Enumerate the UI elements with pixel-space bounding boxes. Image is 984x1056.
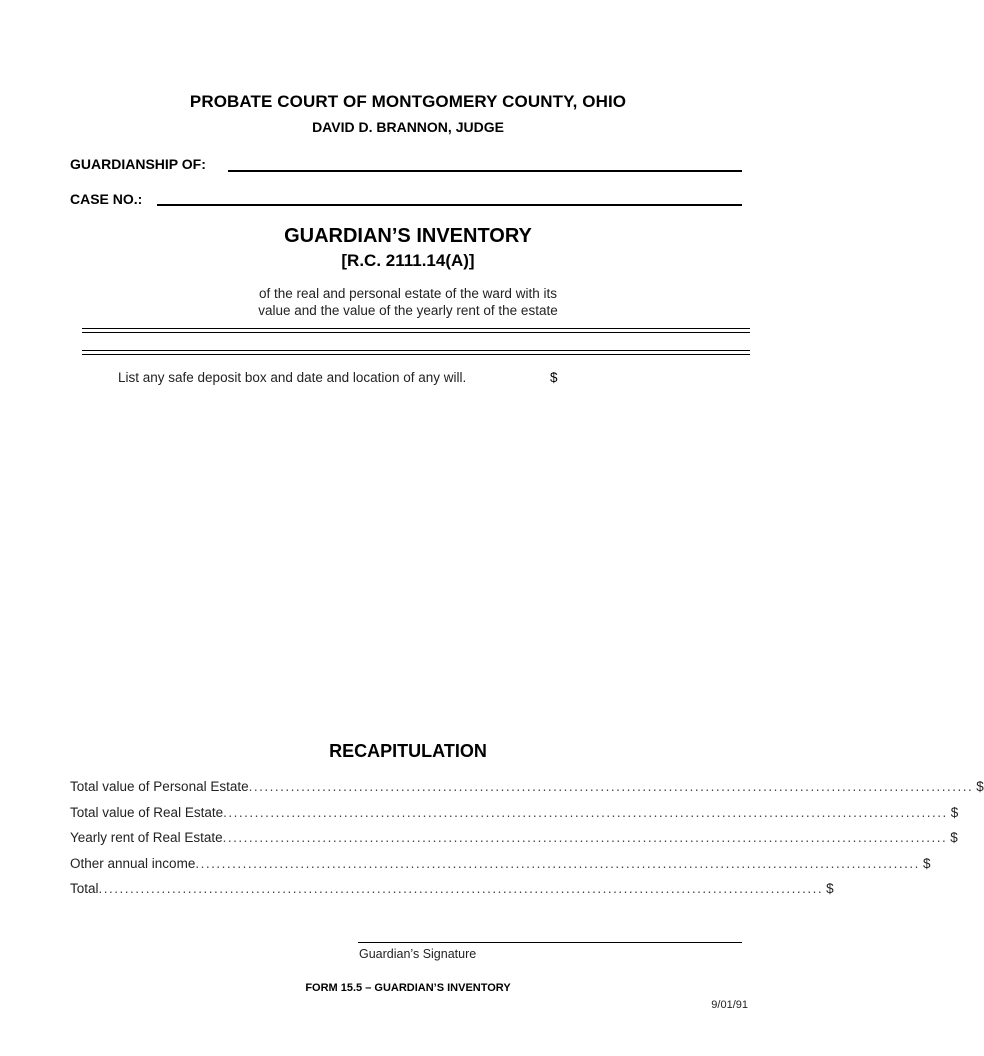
recap-dollar-sign: $	[826, 881, 834, 896]
recap-row-yearly-rent	[70, 827, 958, 845]
recap-dollar-sign: $	[976, 779, 984, 794]
signature-label: Guardian’s Signature	[359, 947, 477, 961]
recap-row-total	[70, 878, 834, 896]
recap-row-label: Total value of Real Estate	[70, 805, 224, 820]
description-line-1: of the real and personal estate of the ward with its	[259, 286, 557, 301]
revision-date: 9/01/91	[711, 999, 748, 1011]
dot-leader: ..........................................................................................................................................	[222, 830, 948, 845]
case-number-label: CASE NO.:	[70, 191, 143, 207]
recapitulation-heading: RECAPITULATION	[329, 741, 487, 761]
divider-top	[82, 328, 750, 333]
recap-dollar-sign: $	[922, 856, 931, 871]
recap-row-real-estate	[70, 802, 959, 820]
recap-row-label: Total	[70, 881, 99, 896]
recap-row-other-income	[70, 853, 931, 871]
court-name: PROBATE COURT OF MONTGOMERY COUNTY, OHIO	[189, 92, 627, 111]
recap-row-personal-estate	[70, 776, 984, 794]
statute-reference: [R.C. 2111.14(A)]	[341, 251, 475, 270]
instruction-text: List any safe deposit box and date and location of any will.	[118, 370, 467, 385]
dot-leader: ..........................................................................................................................................	[98, 881, 824, 896]
dot-leader: ..........................................................................................................................................	[195, 856, 920, 871]
judge-name: DAVID D. BRANNON, JUDGE	[312, 119, 504, 135]
dot-leader: ..........................................................................................................................................	[223, 805, 948, 820]
inventory-entry-area[interactable]	[82, 390, 750, 720]
form-number: FORM 15.5 – GUARDIAN’S INVENTORY	[305, 982, 511, 994]
recap-row-label: Total value of Personal Estate	[70, 779, 249, 794]
recap-dollar-sign: $	[950, 805, 959, 820]
instruction-dollar-sign: $	[550, 370, 558, 385]
guardianship-label: GUARDIANSHIP OF:	[70, 156, 206, 172]
divider-bottom	[82, 350, 750, 355]
case-number-field[interactable]	[157, 204, 742, 206]
guardianship-field[interactable]	[228, 170, 742, 172]
form-title: GUARDIAN’S INVENTORY	[284, 225, 532, 247]
signature-field[interactable]	[358, 942, 742, 943]
recap-row-label: Yearly rent of Real Estate	[70, 830, 223, 845]
recap-row-label: Other annual income	[70, 856, 196, 871]
recap-dollar-sign: $	[950, 830, 958, 845]
dot-leader: ..........................................................................................................................................	[248, 779, 974, 794]
description-line-2: value and the value of the yearly rent of the estate	[258, 303, 558, 318]
